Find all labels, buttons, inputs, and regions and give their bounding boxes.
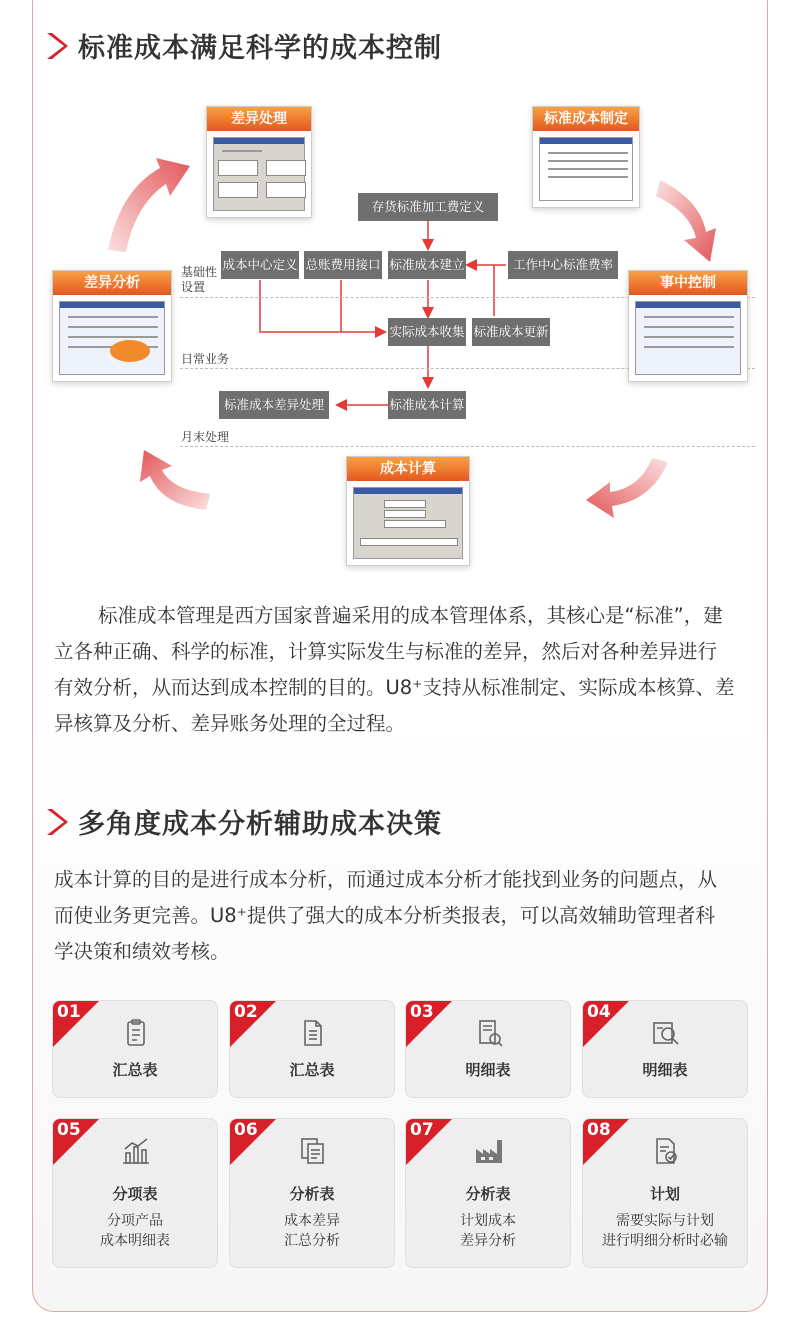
box-std-cost-calc: 标准成本计算 [388, 391, 466, 419]
card-07-title: 分析表 [465, 1185, 511, 1203]
card-05-title: 分项表 [112, 1185, 158, 1203]
screen-variance-handling-title: 差异处理 [207, 107, 311, 131]
card-04-title: 明细表 [642, 1061, 688, 1079]
clipboard-icon [120, 1017, 152, 1049]
card-07-sub-2: 差异分析 [460, 1233, 516, 1249]
screen-variance-analysis-title: 差异分析 [53, 271, 171, 295]
label-month-end: 月末处理 [181, 430, 230, 444]
chevron-right-icon [44, 807, 68, 837]
card-03-title: 明细表 [465, 1061, 511, 1079]
box-cost-center-def: 成本中心定义 [221, 251, 299, 279]
magnifier-doc-icon [650, 1017, 682, 1049]
card-06-sub-1: 成本差异 [284, 1213, 340, 1229]
card-06-sub-2: 汇总分析 [284, 1233, 340, 1249]
box-std-cost-update: 标准成本更新 [472, 318, 550, 346]
label-basic-setup-2: 设置 [181, 280, 206, 294]
label-daily-business: 日常业务 [181, 352, 230, 366]
card-04[interactable]: 04 明细表 [582, 1000, 748, 1098]
section2-heading [44, 802, 442, 841]
card-02-title: 汇总表 [289, 1061, 335, 1079]
document-search-icon [473, 1017, 505, 1049]
card-07[interactable]: 07 分析表 计划成本 差异分析 [405, 1118, 571, 1268]
card-05[interactable]: 05 分项表 分项产品 成本明细表 [52, 1118, 218, 1268]
divider-month [180, 446, 755, 447]
card-08-sub-2: 进行明细分析时必输 [602, 1233, 728, 1249]
section1-line-4: 异核算及分析、差异账务处理的全过程。 [54, 712, 406, 735]
section2-title: 多角度成本分析辅助成本决策 [78, 809, 442, 840]
card-01[interactable]: 01 汇总表 [52, 1000, 218, 1098]
box-actual-cost-collect: 实际成本收集 [388, 318, 466, 346]
section1-line-2: 立各种正确、科学的标准，计算实际发生与标准的差异，然后对各种差异进行 [54, 640, 718, 663]
document-list-icon [297, 1017, 329, 1049]
screen-cost-calculation [346, 456, 470, 566]
card-08[interactable]: 08 计划 需要实际与计划 进行明细分析时必输 [582, 1118, 748, 1268]
card-03[interactable]: 03 明细表 [405, 1000, 571, 1098]
curved-arrow-bottom-left [140, 450, 210, 510]
screen-in-process-control-title: 事中控制 [629, 271, 747, 295]
screen-variance-analysis [52, 270, 172, 382]
curved-arrow-top-left [108, 158, 190, 252]
card-01-title: 汇总表 [112, 1061, 158, 1079]
checklist-icon [650, 1135, 682, 1167]
card-08-sub-1: 需要实际与计划 [616, 1213, 714, 1229]
standard-cost-diagram [0, 0, 800, 600]
section2-line-3: 学决策和绩效考核。 [54, 940, 230, 963]
stacked-docs-icon [297, 1135, 329, 1167]
section1-line-3: 有效分析，从而达到成本控制的目的。U8⁺支持从标准制定、实际成本核算、差 [54, 676, 735, 699]
curved-arrow-top-right [656, 180, 716, 262]
card-07-sub-1: 计划成本 [460, 1213, 516, 1229]
section1-title: 标准成本满足科学的成本控制 [78, 33, 442, 64]
card-05-sub-1: 分项产品 [107, 1213, 163, 1229]
screen-cost-calculation-title: 成本计算 [347, 457, 469, 481]
card-02[interactable]: 02 汇总表 [229, 1000, 395, 1098]
box-gl-fee-interface: 总账费用接口 [304, 251, 382, 279]
card-06-title: 分析表 [289, 1185, 335, 1203]
box-inventory-std-proc: 存货标准加工费定义 [358, 193, 498, 221]
section1-line-1: 标准成本管理是西方国家普遍采用的成本管理体系，其核心是“标准”，建 [98, 604, 723, 627]
box-std-cost-build: 标准成本建立 [388, 251, 466, 279]
label-basic-setup-1: 基础性 [181, 265, 218, 279]
card-06[interactable]: 06 分析表 成本差异 汇总分析 [229, 1118, 395, 1268]
section2-line-1: 成本计算的目的是进行成本分析，而通过成本分析才能找到业务的问题点，从 [54, 868, 718, 891]
bar-chart-icon [120, 1135, 152, 1167]
factory-icon [473, 1135, 505, 1167]
screen-in-process-control [628, 270, 748, 382]
card-08-title: 计划 [649, 1185, 680, 1203]
section2-paragraph [54, 862, 748, 970]
section2-line-2: 而使业务更完善。U8⁺提供了强大的成本分析类报表，可以高效辅助管理者科 [54, 904, 715, 927]
screen-variance-handling [206, 106, 312, 218]
screen-standard-setting-title: 标准成本制定 [533, 107, 639, 131]
box-std-variance-process: 标准成本差异处理 [219, 391, 329, 419]
screen-standard-setting [532, 106, 640, 208]
card-05-sub-2: 成本明细表 [100, 1233, 170, 1249]
box-work-center-rate: 工作中心标准费率 [508, 251, 618, 279]
section1-paragraph [54, 598, 748, 742]
curved-arrow-bottom-right [586, 458, 668, 518]
